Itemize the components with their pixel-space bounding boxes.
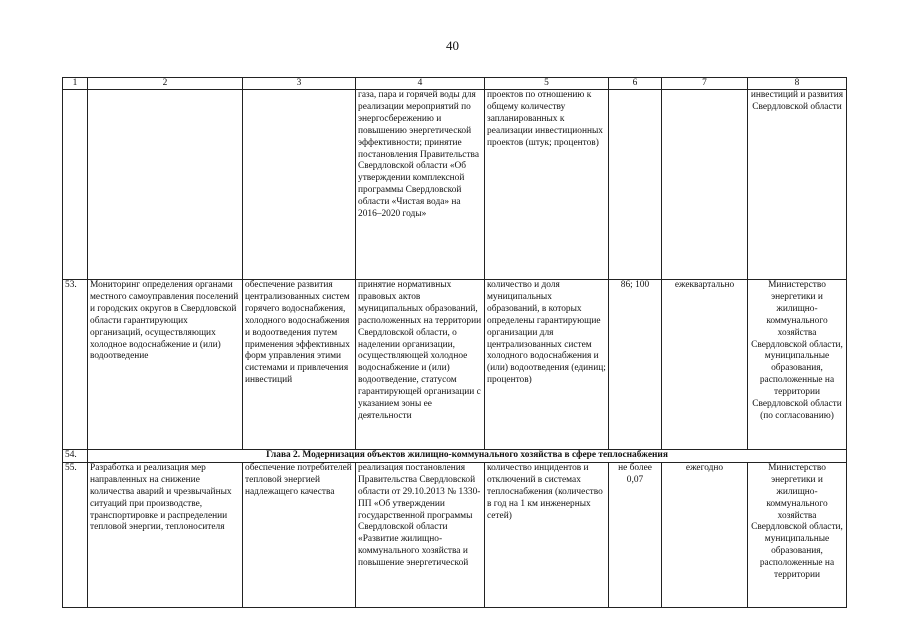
indicator-cell: реализация постановления Правительства Свердловской области от 29.10.2013 № 1330-ПП «Об утверждении государственной программы Свердловской области «Развитие жилищно-коммунального хозяйства и повышение энергетической [356, 462, 485, 607]
row-number: 55. [63, 462, 88, 607]
table-row [63, 280, 847, 450]
column-number: 8 [748, 78, 847, 90]
goal-cell: обеспечение развития централизованных систем горячего водоснабжения, холодного водоснабжения и водоотведения путем применения эффективных форм управления этими системами и привлечения инвестиций [243, 280, 356, 450]
column-number: 4 [356, 78, 485, 90]
column-number: 1 [63, 78, 88, 90]
column-number: 5 [485, 78, 609, 90]
measure-cell: проектов по отношению к общему количеству запланированных к реализации инвестиционных проектов (штук; процентов) [485, 90, 609, 280]
indicator-cell: принятие нормативных правовых актов муниципальных образований, расположенных на территории Свердловской области, о наделении организации, осуществляющей холодное водоснабжение и (или) водоотведение, статусом гарантирующей организации с указанием зоны ее деятельности [356, 280, 485, 450]
period-cell [662, 90, 748, 280]
column-number: 7 [662, 78, 748, 90]
measure-cell: количество и доля муниципальных образований, в которых определены гарантирующие организации для централизованных систем холодного водоснабжения и (или) водоотведения (единиц; процентов) [485, 280, 609, 450]
goal-cell: обеспечение потребителей тепловой энергией надлежащего качества [243, 462, 356, 607]
column-number: 6 [609, 78, 662, 90]
period-cell: ежеквартально [662, 280, 748, 450]
activity-cell [88, 90, 243, 280]
target-cell: не более 0,07 [609, 462, 662, 607]
executor-cell: Министерство энергетики и жилищно-коммунального хозяйства Свердловской области, муниципальные образования, расположенные на территории [748, 462, 847, 607]
column-number-row [63, 78, 847, 90]
period-cell: ежегодно [662, 462, 748, 607]
table-row [63, 90, 847, 280]
row-number [63, 90, 88, 280]
activity-cell: Мониторинг определения органами местного самоуправления поселений и городских округов в Свердловской области гарантирующих организаций, осуществляющих холодное водоснабжение и (или) водоотведение [88, 280, 243, 450]
row-number: 53. [63, 280, 88, 450]
column-number: 2 [88, 78, 243, 90]
activity-cell: Разработка и реализация мер направленных на снижение количества аварий и чрезвычайных ситуаций при производстве, транспортировке и распределении тепловой энергии, теплоносителя [88, 462, 243, 607]
indicator-cell: газа, пара и горячей воды для реализации мероприятий по энергосбережению и повышению энергетической эффективности; принятие постановления Правительства Свердловской области «Об утверждении комплексной программы Свердловской области «Чистая вода» на 2016–2020 годы» [356, 90, 485, 280]
measure-cell: количество инцидентов и отключений в системах теплоснабжения (количество в год на 1 км инженерных сетей) [485, 462, 609, 607]
goal-cell [243, 90, 356, 280]
column-number: 3 [243, 78, 356, 90]
chapter-row [63, 450, 847, 463]
row-number: 54. [63, 450, 88, 463]
page-number: 40 [446, 38, 459, 53]
target-cell: 86; 100 [609, 280, 662, 450]
table-row [63, 462, 847, 607]
target-cell [609, 90, 662, 280]
chapter-title: Глава 2. Модернизация объектов жилищно-коммунального хозяйства в сфере теплоснабжения [88, 450, 847, 463]
measures-table [62, 77, 847, 608]
executor-cell: инвестиций и развития Свердловской области [748, 90, 847, 280]
executor-cell: Министерство энергетики и жилищно-коммунального хозяйства Свердловской области, муниципальные образования, расположенные на территории Свердловской области (по согласованию) [748, 280, 847, 450]
